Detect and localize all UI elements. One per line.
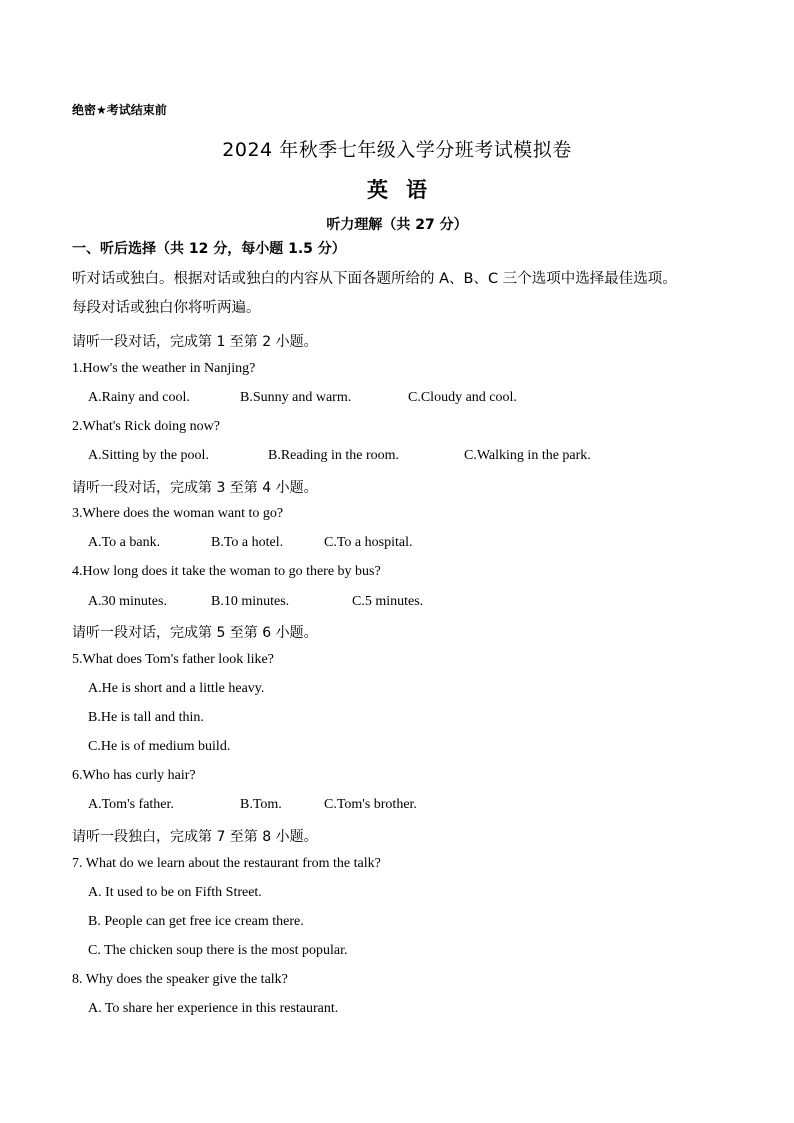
question-1-option-a: A.Rainy and cool.	[88, 390, 190, 405]
question-7-option-c: C. The chicken soup there is the most popular.	[88, 943, 348, 958]
question-3-option-c: C.To a hospital.	[324, 535, 413, 550]
prompt-q7-q8: 请听一段独白，完成第 7 至第 8 小题。	[72, 829, 318, 845]
instruction-line-2: 每段对话或独白你将听两遍。	[72, 300, 261, 316]
question-6-option-c: C.Tom's brother.	[324, 797, 417, 812]
question-8: 8. Why does the speaker give the talk?	[72, 972, 288, 987]
question-3: 3.Where does the woman want to go?	[72, 506, 284, 521]
question-7: 7. What do we learn about the restaurant from the talk?	[72, 856, 381, 871]
question-5-option-a: A.He is short and a little heavy.	[88, 681, 265, 696]
question-6-option-a: A.Tom's father.	[88, 797, 174, 812]
question-7-option-b: B. People can get free ice cream there.	[88, 914, 304, 929]
question-1-option-c: C.Cloudy and cool.	[408, 390, 517, 405]
question-4-option-c: C.5 minutes.	[352, 594, 424, 609]
question-2-option-a: A.Sitting by the pool.	[88, 448, 209, 463]
question-5: 5.What does Tom's father look like?	[72, 652, 274, 667]
question-7-option-a: A. It used to be on Fifth Street.	[88, 885, 262, 900]
question-6: 6.Who has curly hair?	[72, 768, 196, 783]
prompt-q1-q2: 请听一段对话，完成第 1 至第 2 小题。	[72, 334, 318, 350]
question-2-option-c: C.Walking in the park.	[464, 448, 591, 463]
exam-title: 2024 年秋季七年级入学分班考试模拟卷	[222, 139, 572, 161]
section-heading: 一、听后选择（共 12 分，每小题 1.5 分）	[72, 241, 346, 257]
confidential-mark: 绝密★考试结束前	[72, 103, 167, 117]
question-5-option-c: C.He is of medium build.	[88, 739, 231, 754]
question-4-option-b: B.10 minutes.	[211, 594, 290, 609]
question-1: 1.How's the weather in Nanjing?	[72, 361, 256, 376]
question-4: 4.How long does it take the woman to go there by bus?	[72, 564, 381, 579]
question-3-option-a: A.To a bank.	[88, 535, 161, 550]
part-heading: 听力理解（共 27 分）	[326, 217, 468, 233]
prompt-q5-q6: 请听一段对话，完成第 5 至第 6 小题。	[72, 625, 318, 641]
subject-title: 英语	[367, 178, 445, 202]
question-3-option-b: B.To a hotel.	[211, 535, 284, 550]
question-5-option-b: B.He is tall and thin.	[88, 710, 204, 725]
question-2: 2.What's Rick doing now?	[72, 419, 220, 434]
question-8-option-a: A. To share her experience in this restaurant.	[88, 1001, 339, 1016]
question-4-option-a: A.30 minutes.	[88, 594, 167, 609]
instruction-line-1: 听对话或独白。根据对话或独白的内容从下面各题所给的 A、B、C 三个选项中选择最佳选项。	[72, 271, 677, 287]
question-2-option-b: B.Reading in the room.	[268, 448, 400, 463]
question-6-option-b: B.Tom.	[240, 797, 282, 812]
prompt-q3-q4: 请听一段对话，完成第 3 至第 4 小题。	[72, 480, 318, 496]
question-1-option-b: B.Sunny and warm.	[240, 390, 352, 405]
